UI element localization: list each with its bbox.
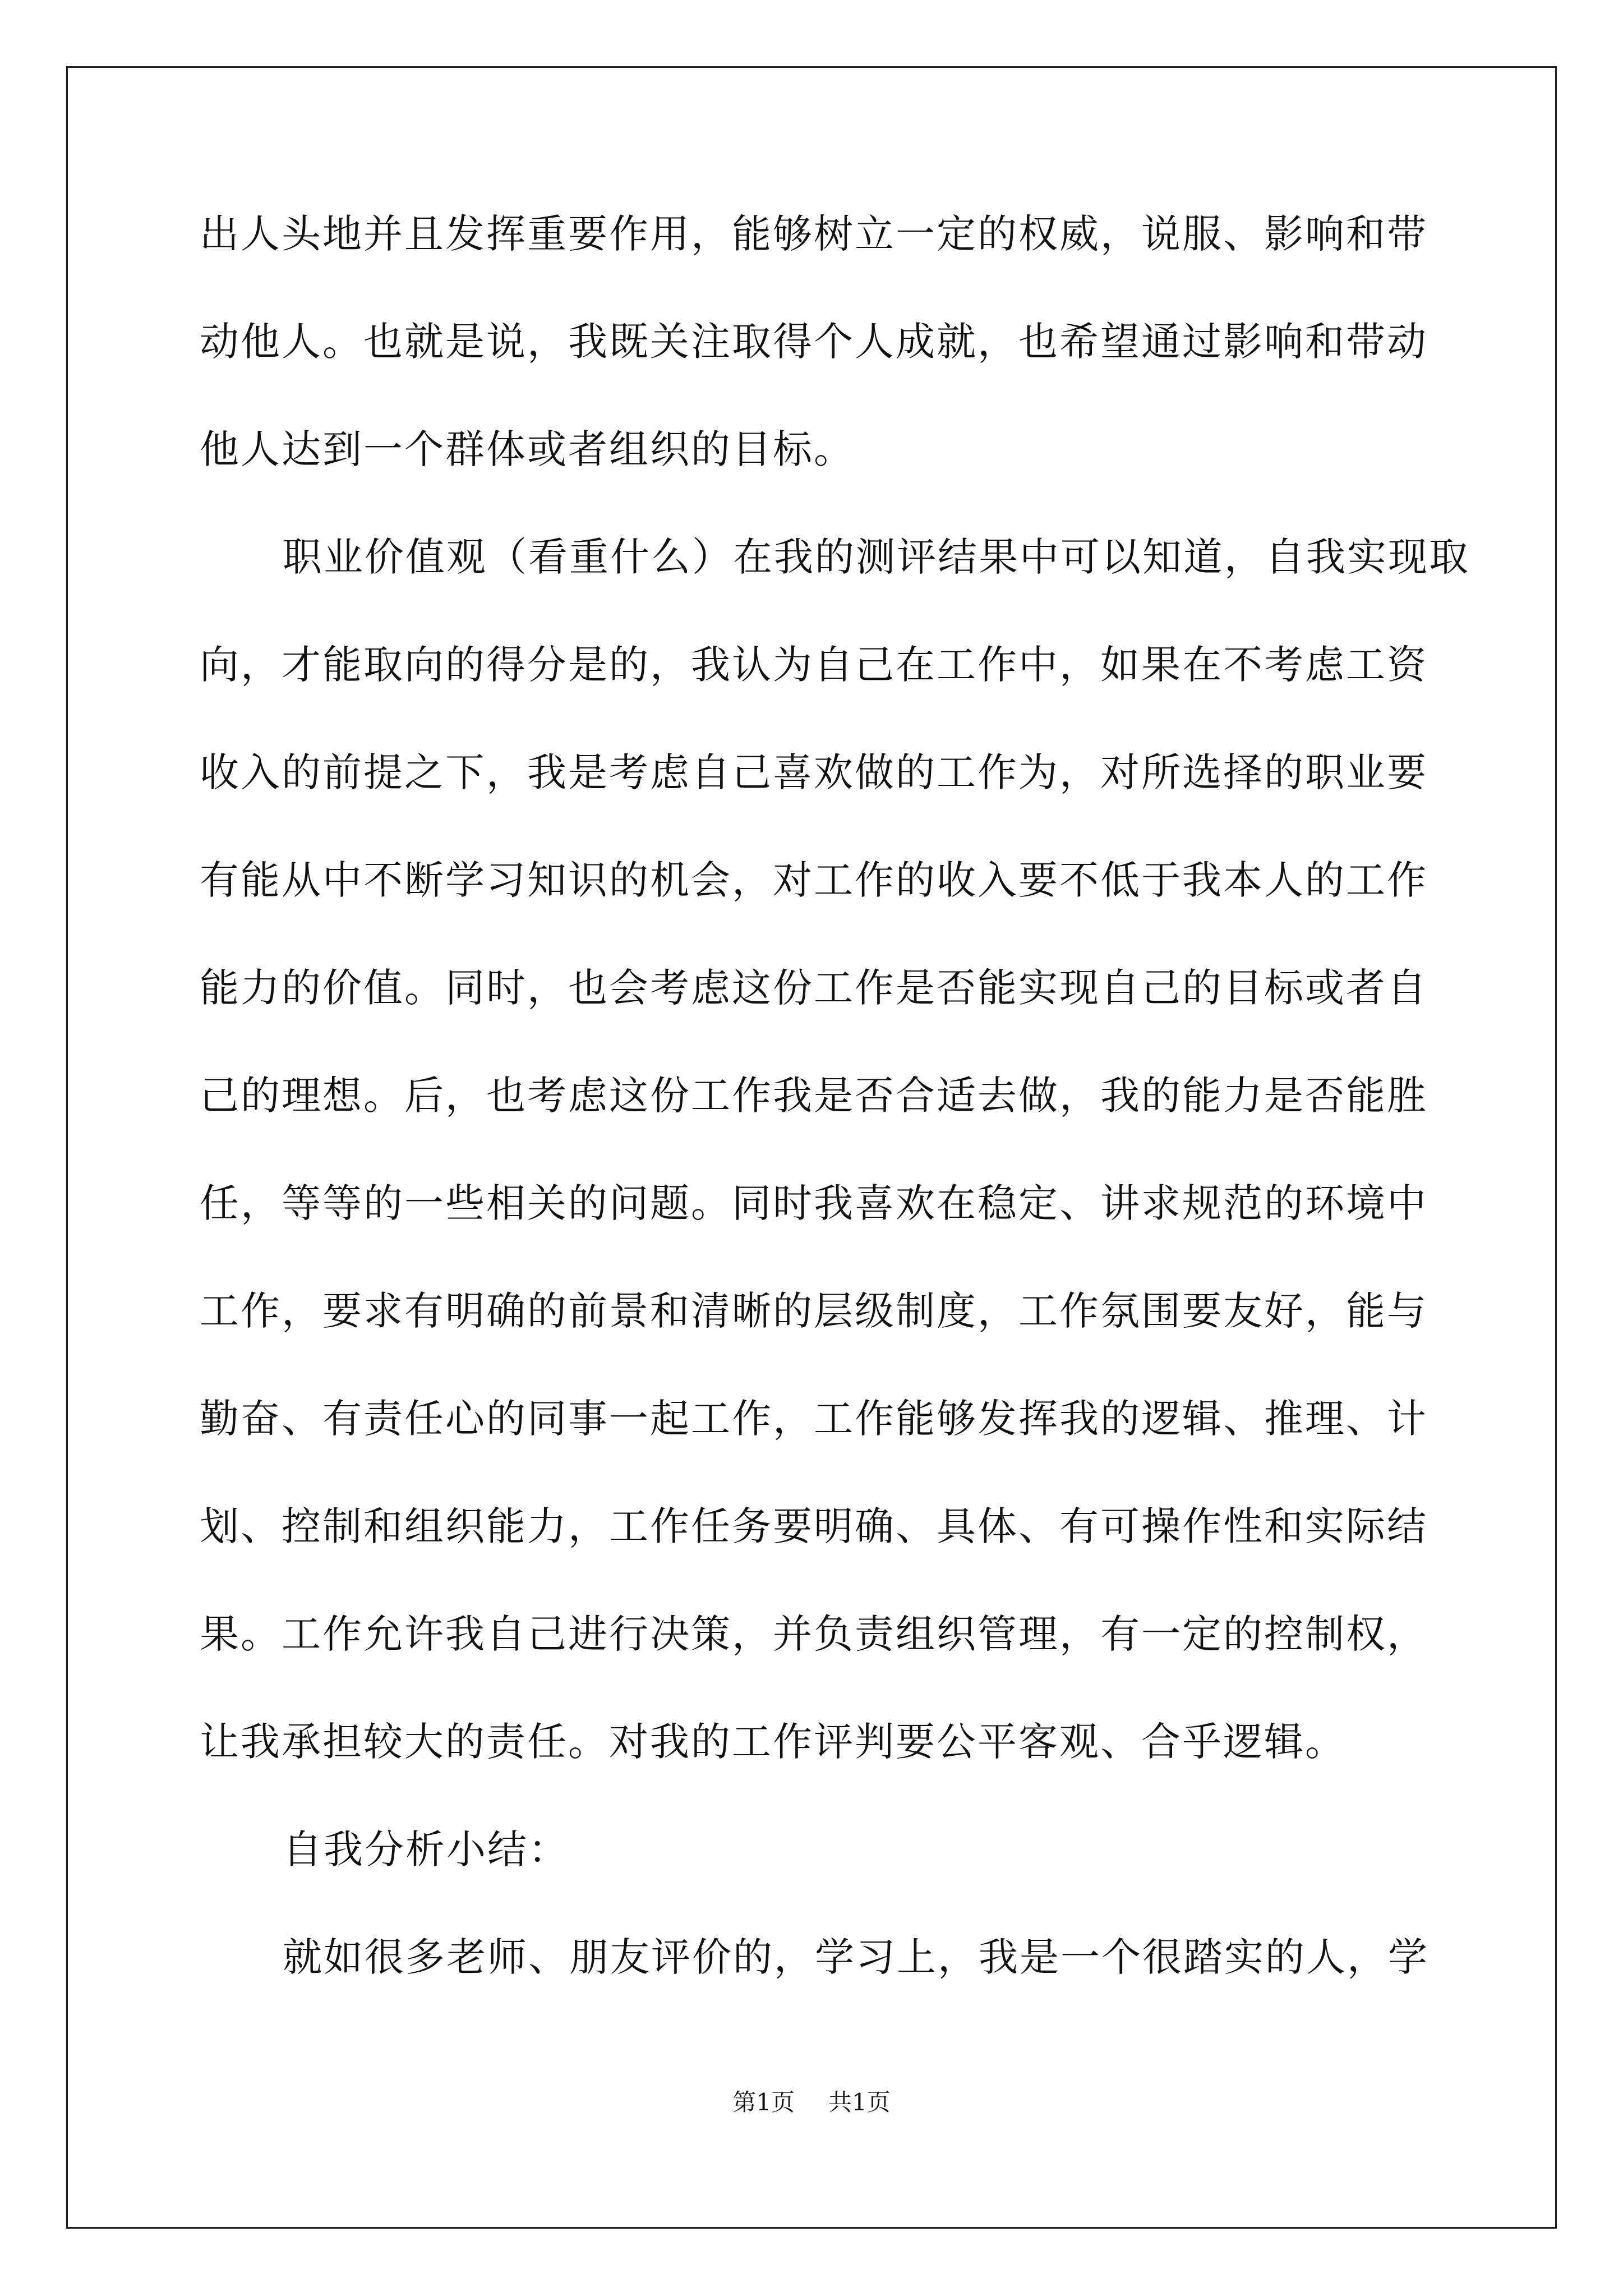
text-line: 任，等等的一些相关的问题。同时我喜欢在稳定、讲求规范的环境中	[200, 1180, 1428, 1226]
text-line: 他人达到一个群体或者组织的目标。	[200, 426, 855, 472]
text-line: 己的理想。后，也考虑这份工作我是否合适去做，我的能力是否能胜	[200, 1073, 1428, 1119]
page-number: 第1页	[732, 2088, 795, 2116]
text-line: 划、控制和组织能力，工作任务要明确、具体、有可操作性和实际结	[200, 1503, 1428, 1549]
text-line: 果。工作允许我自己进行决策，并负责组织管理，有一定的控制权，	[200, 1611, 1428, 1657]
text-line: 工作，要求有明确的前景和清晰的层级制度，工作氛围要友好，能与	[200, 1288, 1428, 1334]
page-footer	[0, 2086, 1623, 2119]
page-count: 共1页	[828, 2088, 891, 2116]
section-heading: 自我分析小结：	[283, 1826, 569, 1872]
text-line: 出人头地并且发挥重要作用，能够树立一定的权威，说服、影响和带	[200, 211, 1428, 257]
document-body	[200, 208, 1470, 2039]
text-line: 动他人。也就是说，我既关注取得个人成就，也希望通过影响和带动	[200, 319, 1428, 365]
text-line: 让我承担较大的责任。对我的工作评判要公平客观、合乎逻辑。	[200, 1719, 1346, 1765]
text-line: 职业价值观（看重什么）在我的测评结果中可以知道，自我实现取	[283, 534, 1470, 580]
text-line: 向，才能取向的得分是的，我认为自己在工作中，如果在不考虑工资	[200, 642, 1428, 688]
text-line: 勤奋、有责任心的同事一起工作，工作能够发挥我的逻辑、推理、计	[200, 1396, 1428, 1442]
text-line: 就如很多老师、朋友评价的，学习上，我是一个很踏实的人，学	[283, 1934, 1429, 1980]
text-line: 能力的价值。同时，也会考虑这份工作是否能实现自己的目标或者自	[200, 965, 1428, 1011]
text-line: 有能从中不断学习知识的机会，对工作的收入要不低于我本人的工作	[200, 857, 1428, 903]
text-line: 收入的前提之下，我是考虑自己喜欢做的工作为，对所选择的职业要	[200, 749, 1428, 795]
